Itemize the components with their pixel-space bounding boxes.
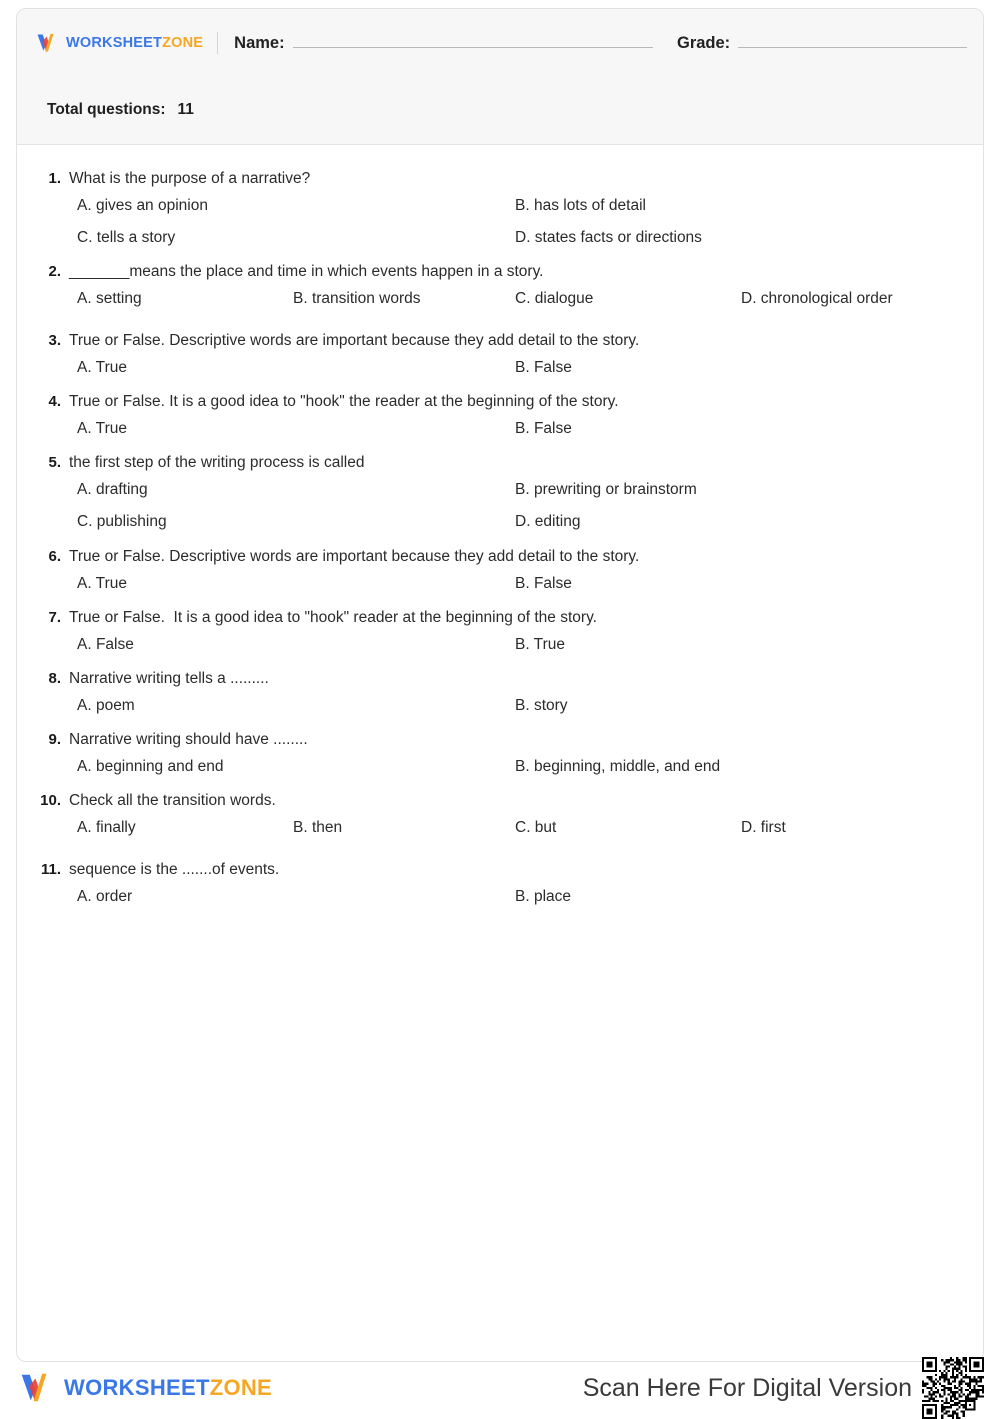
- total-questions-value: 11: [177, 101, 194, 118]
- worksheet-card: [16, 8, 984, 1362]
- question-head: [33, 791, 967, 812]
- question-text: True or False. It is a good idea to "hook" reader at the beginning of the story.: [69, 608, 597, 626]
- question-item: [33, 169, 967, 248]
- answer-option[interactable]: A. poem: [77, 696, 135, 714]
- question-item: [33, 331, 967, 378]
- total-questions: [33, 101, 967, 119]
- question-options: [33, 818, 967, 838]
- grade-field[interactable]: [677, 34, 967, 53]
- answer-option[interactable]: C. but: [515, 818, 557, 836]
- question-item: [33, 860, 967, 907]
- worksheet-zone-w-logo-icon: [33, 30, 59, 56]
- question-options: [33, 196, 967, 248]
- question-head: [33, 331, 967, 352]
- question-head: [33, 730, 967, 751]
- question-number: 7.: [48, 608, 61, 626]
- header-divider: [217, 32, 218, 54]
- answer-option[interactable]: B. False: [515, 420, 572, 438]
- answer-option[interactable]: B. False: [515, 574, 572, 592]
- answer-option[interactable]: A. True: [77, 359, 127, 377]
- question-head: [33, 547, 967, 568]
- question-number: 8.: [48, 669, 61, 687]
- question-options: [33, 574, 967, 594]
- question-number: 6.: [48, 547, 61, 565]
- questions-list: [17, 145, 983, 907]
- answer-option[interactable]: A. False: [77, 635, 134, 653]
- question-text: _______means the place and time in which events happen in a story.: [69, 263, 544, 281]
- answer-option[interactable]: B. False: [515, 359, 572, 377]
- header-row: [33, 9, 967, 71]
- question-head: [33, 608, 967, 629]
- name-field-line[interactable]: [293, 34, 653, 48]
- question-item: [33, 262, 967, 309]
- answer-option[interactable]: A. setting: [77, 290, 142, 308]
- question-text: sequence is the .......of events.: [69, 860, 280, 878]
- brand-name: [66, 35, 203, 51]
- grade-field-line[interactable]: [738, 34, 967, 48]
- brand-logo: [33, 30, 203, 56]
- answer-option[interactable]: A. True: [77, 574, 127, 592]
- question-item: [33, 791, 967, 838]
- question-options: [33, 757, 967, 777]
- footer-brand-name: [64, 1375, 272, 1401]
- answer-option[interactable]: B. then: [293, 818, 343, 836]
- worksheet-header: [17, 9, 983, 145]
- question-options: [33, 419, 967, 439]
- answer-option[interactable]: B. beginning, middle, and end: [515, 757, 721, 775]
- question-text: True or False. It is a good idea to "hook" the reader at the beginning of the story.: [69, 393, 619, 411]
- answer-option[interactable]: D. states facts or directions: [515, 229, 702, 247]
- question-options: [33, 635, 967, 655]
- answer-option[interactable]: A. finally: [77, 818, 136, 836]
- brand-name-part2: ZONE: [162, 35, 204, 51]
- answer-option[interactable]: A. True: [77, 420, 127, 438]
- qr-code-icon[interactable]: [922, 1357, 984, 1419]
- name-field[interactable]: [234, 34, 653, 53]
- answer-option[interactable]: A. order: [77, 887, 133, 905]
- question-options: [33, 480, 967, 532]
- question-number: 2.: [48, 263, 61, 281]
- question-item: [33, 608, 967, 655]
- question-head: [33, 392, 967, 413]
- question-number: 1.: [48, 170, 61, 187]
- question-text: Narrative writing tells a .........: [69, 669, 269, 687]
- grade-field-label: Grade:: [677, 33, 731, 52]
- answer-option[interactable]: A. beginning and end: [77, 757, 224, 775]
- question-item: [33, 453, 967, 532]
- question-head: [33, 453, 967, 474]
- answer-option[interactable]: D. chronological order: [741, 290, 893, 308]
- question-text: Check all the transition words.: [69, 791, 276, 809]
- scan-here-text: Scan Here For Digital Version: [582, 1373, 912, 1402]
- footer-brand-name-part2: ZONE: [209, 1375, 273, 1400]
- question-item: [33, 547, 967, 594]
- answer-option[interactable]: B. place: [515, 887, 572, 905]
- answer-option[interactable]: C. tells a story: [77, 229, 176, 247]
- answer-option[interactable]: B. True: [515, 635, 565, 653]
- question-number: 9.: [48, 730, 61, 748]
- question-head: [33, 169, 967, 190]
- question-text: Narrative writing should have ........: [69, 730, 308, 748]
- question-number: 3.: [48, 332, 61, 350]
- answer-option[interactable]: A. drafting: [77, 481, 148, 499]
- answer-option[interactable]: B. has lots of detail: [515, 196, 646, 214]
- answer-option[interactable]: B. transition words: [293, 290, 421, 308]
- answer-option[interactable]: D. editing: [515, 513, 581, 531]
- question-head: [33, 860, 967, 881]
- page-footer: [16, 1362, 984, 1414]
- question-text: True or False. Descriptive words are important because they add detail to the story.: [69, 547, 640, 565]
- question-options: [33, 289, 967, 309]
- answer-option[interactable]: D. first: [741, 818, 786, 836]
- answer-option[interactable]: C. dialogue: [515, 290, 594, 308]
- question-options: [33, 887, 967, 907]
- answer-option[interactable]: B. story: [515, 696, 568, 714]
- question-number: 11.: [40, 860, 61, 878]
- question-number: 10.: [40, 791, 61, 809]
- total-questions-label: Total questions:: [47, 101, 166, 118]
- name-field-label: Name:: [234, 33, 285, 52]
- brand-name-part1: WORKSHEET: [66, 35, 163, 51]
- question-options: [33, 358, 967, 378]
- answer-option[interactable]: B. prewriting or brainstorm: [515, 481, 697, 499]
- question-head: [33, 262, 967, 283]
- worksheet-zone-w-logo-icon: [16, 1369, 54, 1407]
- question-number: 4.: [48, 393, 61, 411]
- footer-brand-name-part1: WORKSHEET: [64, 1375, 210, 1400]
- question-text: the first step of the writing process is called: [69, 454, 365, 472]
- question-item: [33, 392, 967, 439]
- question-text: True or False. Descriptive words are important because they add detail to the story.: [69, 332, 640, 350]
- question-head: [33, 669, 967, 690]
- question-item: [33, 730, 967, 777]
- footer-brand-logo: [16, 1369, 272, 1407]
- question-options: [33, 696, 967, 716]
- question-item: [33, 669, 967, 716]
- answer-option[interactable]: C. publishing: [77, 513, 167, 531]
- question-text: What is the purpose of a narrative?: [69, 170, 311, 187]
- answer-option[interactable]: A. gives an opinion: [77, 196, 208, 214]
- question-number: 5.: [48, 454, 61, 472]
